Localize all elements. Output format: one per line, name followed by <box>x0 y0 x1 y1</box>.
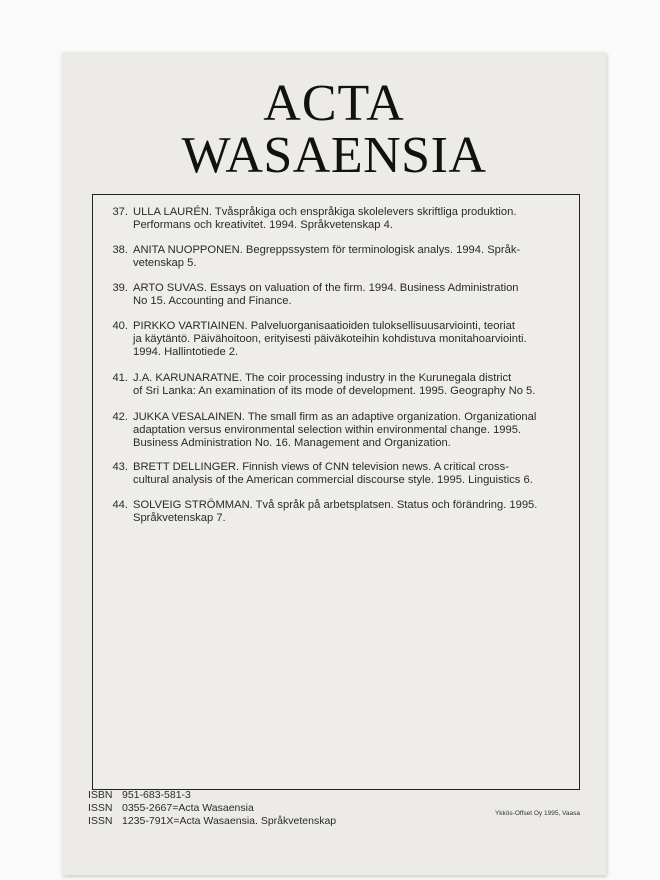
entry-text-line: Performans och kreativitet. 1994. Språkvetenskap 4. <box>133 219 393 231</box>
entry-text-line: ULLA LAURÉN. Tvåspråkiga och enspråkiga skolelevers skriftliga produktion. <box>133 206 517 218</box>
entry-text-line: vetenskap 5. <box>133 257 197 269</box>
entry-number: 39. <box>112 282 128 294</box>
entry-text-line: ANITA NUOPPONEN. Begreppssystem för terminologisk analys. 1994. Språk- <box>133 244 521 256</box>
entry-number: 43. <box>112 461 128 473</box>
entry-text-line: Språkvetenskap 7. <box>133 512 226 524</box>
book-back-cover <box>62 52 606 875</box>
identifier-label: ISBN <box>88 789 113 801</box>
entry-number: 41. <box>112 372 128 384</box>
entry-text-line: J.A. KARUNARATNE. The coir processing industry in the Kurunegala district <box>133 372 512 384</box>
identifier-label: ISSN <box>88 815 113 827</box>
entry-text-line: ja käytäntö. Päivähoitoon, erityisesti päiväkoteihin kohdistuva monitahoarviointi. <box>133 333 527 345</box>
entry-number: 44. <box>112 499 128 511</box>
series-title-line-2: WASAENSIA <box>181 127 487 184</box>
identifier-value: 951-683-581-3 <box>122 789 191 801</box>
identifier-value: 1235-791X=Acta Wasaensia. Språkvetenskap <box>122 815 337 827</box>
entry-text-line: No 15. Accounting and Finance. <box>133 295 292 307</box>
issn-line <box>88 815 336 827</box>
entry-text-line: JUKKA VESALAINEN. The small firm as an adaptive organization. Organizational <box>133 411 537 423</box>
issn-line <box>88 802 254 814</box>
entry-text-line: cultural analysis of the American commercial discourse style. 1995. Linguistics 6. <box>133 474 533 486</box>
entry-number: 42. <box>112 411 128 423</box>
publication-list-box <box>92 194 580 790</box>
isbn-line <box>88 789 191 801</box>
entry-text-line: 1994. Hallintotiede 2. <box>133 346 239 358</box>
series-title-line-1: ACTA <box>263 75 405 132</box>
entry-number: 40. <box>112 320 128 332</box>
entry-text-line: of Sri Lanka: An examination of its mode of development. 1995. Geography No 5. <box>133 385 536 397</box>
identifier-value: 0355-2667=Acta Wasaensia <box>122 802 254 814</box>
entry-text-line: BRETT DELLINGER. Finnish views of CNN television news. A critical cross- <box>133 461 509 473</box>
entry-number: 37. <box>112 206 128 218</box>
entry-number: 38. <box>112 244 128 256</box>
entry-text-line: SOLVEIG STRÖMMAN. Två språk på arbetsplatsen. Status och förändring. 1995. <box>133 499 538 511</box>
entry-text-line: PIRKKO VARTIAINEN. Palveluorganisaatioiden tuloksellisuusarviointi, teoriat <box>133 320 516 332</box>
identifier-label: ISSN <box>88 802 113 814</box>
printer-imprint: Ykkös-Offset Oy 1995, Vaasa <box>494 810 580 817</box>
entry-text-line: adaptation versus environmental selection within environmental change. 1995. <box>133 424 522 436</box>
entry-text-line: Business Administration No. 16. Management and Organization. <box>133 437 451 449</box>
entry-text-line: ARTO SUVAS. Essays on valuation of the firm. 1994. Business Administration <box>133 282 519 294</box>
